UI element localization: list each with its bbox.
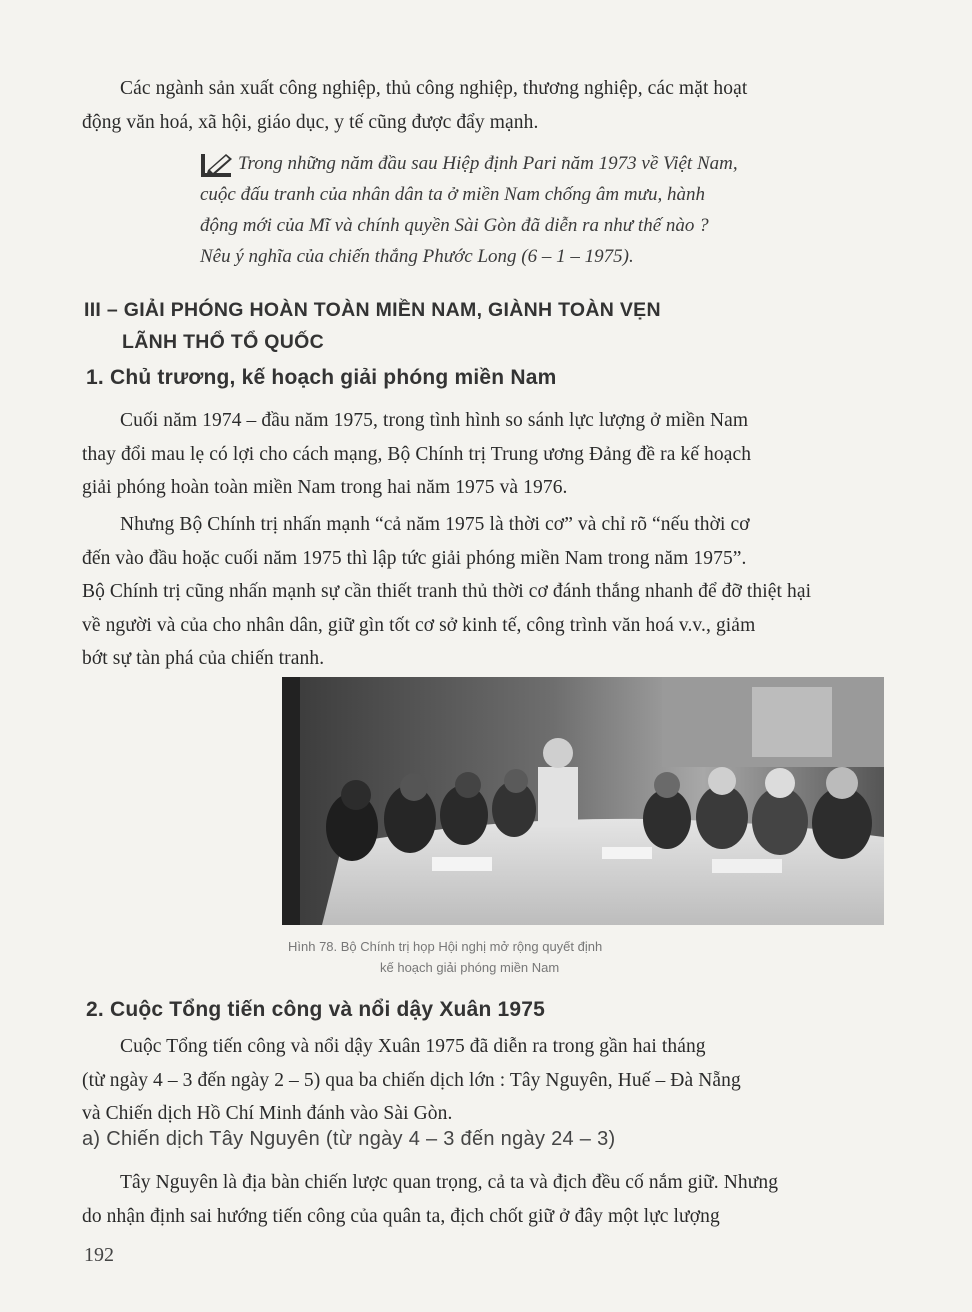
subheading-2: 2. Cuộc Tổng tiến công và nổi dậy Xuân 1975 (86, 998, 546, 1021)
subheading-1: 1. Chủ trương, kế hoạch giải phóng miền Nam (86, 366, 557, 389)
text-line: đến vào đầu hoặc cuối năm 1975 thì lập tức giải phóng miền Nam trong năm 1975”. (82, 547, 747, 569)
caption-line: kế hoạch giải phóng miền Nam (380, 960, 560, 975)
meeting-photo (282, 677, 884, 925)
sub1-paragraph-2 (82, 508, 882, 676)
intro-paragraph (82, 72, 882, 139)
text-line: Bộ Chính trị cũng nhấn mạnh sự cần thiết tranh thủ thời cơ đánh thắng nhanh để đỡ thiệt hại (82, 581, 812, 602)
page-number: 192 (84, 1244, 114, 1266)
text-line: Các ngành sản xuất công nghiệp, thủ công nghiệp, thương nghiệp, các mặt hoạt (120, 78, 748, 99)
text-line: động văn hoá, xã hội, giáo dục, y tế cũng được đẩy mạnh. (82, 111, 539, 133)
sub2-paragraph-2 (82, 1166, 882, 1233)
text-line: về người và của cho nhân dân, giữ gìn tốt cơ sở kinh tế, công trình văn hoá v.v., giảm (82, 614, 756, 636)
sub1-paragraph-1 (82, 404, 882, 505)
text-line: Cuộc Tổng tiến công và nổi dậy Xuân 1975 đã diễn ra trong gần hai tháng (120, 1036, 706, 1057)
section-heading-line2: LÃNH THỔ TỔ QUỐC (122, 331, 324, 353)
text-line: Nhưng Bộ Chính trị nhấn mạnh “cả năm 1975 là thời cơ” và chỉ rõ “nếu thời cơ (120, 514, 750, 535)
text-line: Cuối năm 1974 – đầu năm 1975, trong tình hình so sánh lực lượng ở miền Nam (120, 410, 749, 431)
text-line: giải phóng hoàn toàn miền Nam trong hai năm 1975 và 1976. (82, 477, 568, 498)
question-line: Nêu ý nghĩa của chiến thắng Phước Long (6 – 1 – 1975). (200, 246, 634, 267)
figure-caption (288, 936, 788, 978)
text-line: Tây Nguyên là địa bàn chiến lược quan trọng, cả ta và địch đều cố nắm giữ. Nhưng (120, 1172, 779, 1193)
section-heading-line1: III – GIẢI PHÓNG HOÀN TOÀN MIỀN NAM, GIÀNH TOÀN VẸN (84, 299, 661, 321)
sub2-paragraph-1 (82, 1030, 882, 1131)
section-heading (84, 294, 904, 358)
question-line: động mới của Mĩ và chính quyền Sài Gòn đã diễn ra như thế nào ? (200, 215, 709, 236)
text-line: và Chiến dịch Hồ Chí Minh đánh vào Sài Gòn. (82, 1103, 453, 1124)
text-line: do nhận định sai hướng tiến công của quân ta, địch chốt giữ ở đây một lực lượng (82, 1205, 720, 1227)
question-line: Trong những năm đầu sau Hiệp định Pari năm 1973 về Việt Nam, (238, 153, 738, 174)
text-line: (từ ngày 4 – 3 đến ngày 2 – 5) qua ba chiến dịch lớn : Tây Nguyên, Huế – Đà Nẵng (82, 1069, 741, 1091)
subsection-a-heading: a) Chiến dịch Tây Nguyên (từ ngày 4 – 3 đến ngày 24 – 3) (82, 1128, 616, 1150)
question-line: cuộc đấu tranh của nhân dân ta ở miền Nam chống âm mưu, hành (200, 184, 705, 205)
caption-line: Hình 78. Bộ Chính trị họp Hội nghị mở rộng quyết định (288, 939, 603, 954)
text-line: bớt sự tàn phá của chiến tranh. (82, 648, 325, 669)
review-question (200, 148, 890, 272)
text-line: thay đổi mau lẹ có lợi cho cách mạng, Bộ Chính trị Trung ương Đảng đề ra kế hoạch (82, 443, 752, 465)
